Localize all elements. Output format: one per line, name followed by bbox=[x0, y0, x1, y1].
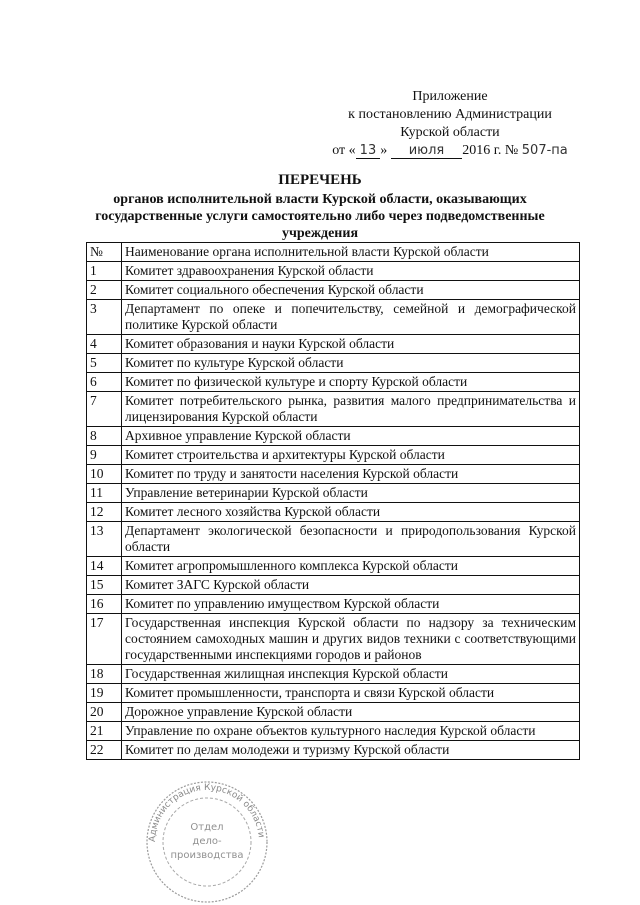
document-title bbox=[60, 172, 580, 242]
row-agency-name: Управление по охране объектов культурного наследия Курской области bbox=[122, 722, 580, 741]
row-agency-name: Архивное управление Курской области bbox=[122, 427, 580, 446]
table-body bbox=[87, 262, 580, 760]
row-agency-name: Комитет здравоохранения Курской области bbox=[122, 262, 580, 281]
table-row bbox=[87, 576, 580, 595]
row-agency-name: Комитет по делам молодежи и туризму Курской области bbox=[122, 741, 580, 760]
table-row bbox=[87, 703, 580, 722]
row-agency-name: Департамент экологической безопасности и природопользования Курской области bbox=[122, 522, 580, 557]
row-agency-name: Комитет потребительского рынка, развития малого предпринимательства и лицензирования Курской области bbox=[122, 392, 580, 427]
row-agency-name: Комитет промышленности, транспорта и связи Курской области bbox=[122, 684, 580, 703]
table-row bbox=[87, 614, 580, 665]
appendix-title: Приложение bbox=[412, 89, 488, 104]
table-header-row bbox=[87, 243, 580, 262]
row-agency-name: Управление ветеринарии Курской области bbox=[122, 484, 580, 503]
row-number: 12 bbox=[87, 503, 122, 522]
table-row bbox=[87, 427, 580, 446]
table-row bbox=[87, 503, 580, 522]
table-row bbox=[87, 722, 580, 741]
table-row bbox=[87, 741, 580, 760]
row-agency-name: Комитет по физической культуре и спорту Курской области bbox=[122, 373, 580, 392]
table-row bbox=[87, 446, 580, 465]
row-number: 5 bbox=[87, 354, 122, 373]
stamp-ring-text: Администрация Курской области bbox=[147, 782, 266, 843]
header-name: Наименование органа исполнительной власти Курской области bbox=[122, 243, 580, 262]
table-row bbox=[87, 522, 580, 557]
row-number: 15 bbox=[87, 576, 122, 595]
row-number: 20 bbox=[87, 703, 122, 722]
agencies-table bbox=[86, 242, 580, 760]
row-agency-name: Комитет агропромышленного комплекса Курской области bbox=[122, 557, 580, 576]
table-row bbox=[87, 392, 580, 427]
table-row bbox=[87, 465, 580, 484]
row-number: 6 bbox=[87, 373, 122, 392]
appendix-ref: к постановлению Администрации bbox=[348, 107, 552, 122]
row-agency-name: Комитет социального обеспечения Курской области bbox=[122, 281, 580, 300]
row-number: 10 bbox=[87, 465, 122, 484]
row-number: 14 bbox=[87, 557, 122, 576]
row-number: 11 bbox=[87, 484, 122, 503]
row-number: 18 bbox=[87, 665, 122, 684]
title-sub: органов исполнительной власти Курской области, оказывающих государственные услуги самостоятельно либо через подведомственные учреждения bbox=[95, 192, 545, 241]
row-agency-name: Комитет строительства и архитектуры Курской области bbox=[122, 446, 580, 465]
table-row bbox=[87, 354, 580, 373]
row-number: 21 bbox=[87, 722, 122, 741]
row-agency-name: Государственная инспекция Курской области по надзору за техническим состоянием самоходных машин и других видов техники с соответствующими государственными инспекциями городов и районов bbox=[122, 614, 580, 665]
table-row bbox=[87, 262, 580, 281]
table-row bbox=[87, 373, 580, 392]
table-row bbox=[87, 684, 580, 703]
row-number: 7 bbox=[87, 392, 122, 427]
header-number: № bbox=[87, 243, 122, 262]
row-agency-name: Государственная жилищная инспекция Курской области bbox=[122, 665, 580, 684]
row-agency-name: Комитет лесного хозяйства Курской области bbox=[122, 503, 580, 522]
row-agency-name: Комитет ЗАГС Курской области bbox=[122, 576, 580, 595]
date-quote-close: » bbox=[380, 143, 388, 158]
table-row bbox=[87, 595, 580, 614]
stamp-center-line: производства bbox=[170, 850, 244, 861]
row-number: 9 bbox=[87, 446, 122, 465]
title-main: ПЕРЕЧЕНЬ bbox=[278, 172, 362, 188]
decree-number: 507-па bbox=[521, 143, 568, 158]
table-row bbox=[87, 281, 580, 300]
stamp-center-line: дело- bbox=[192, 836, 222, 847]
date-prefix: от « bbox=[332, 143, 356, 158]
row-number: 19 bbox=[87, 684, 122, 703]
row-agency-name: Комитет по труду и занятости населения Курской области bbox=[122, 465, 580, 484]
decree-date-line bbox=[320, 142, 580, 160]
table-row bbox=[87, 335, 580, 354]
row-number: 13 bbox=[87, 522, 122, 557]
row-number: 4 bbox=[87, 335, 122, 354]
row-number: 1 bbox=[87, 262, 122, 281]
row-number: 2 bbox=[87, 281, 122, 300]
row-agency-name: Департамент по опеке и попечительству, семейной и демографической политике Курской области bbox=[122, 300, 580, 335]
decree-year: 2016 г. № bbox=[462, 143, 519, 158]
row-number: 16 bbox=[87, 595, 122, 614]
row-number: 8 bbox=[87, 427, 122, 446]
decree-day: 13 bbox=[356, 143, 381, 159]
appendix-header bbox=[320, 88, 580, 160]
table-row bbox=[87, 665, 580, 684]
row-agency-name: Комитет по управлению имуществом Курской области bbox=[122, 595, 580, 614]
decree-month: июля bbox=[391, 143, 463, 159]
stamp-center-line: Отдел bbox=[190, 822, 224, 833]
row-agency-name: Комитет по культуре Курской области bbox=[122, 354, 580, 373]
office-stamp bbox=[140, 780, 275, 905]
row-agency-name: Комитет образования и науки Курской области bbox=[122, 335, 580, 354]
table-row bbox=[87, 484, 580, 503]
row-number: 22 bbox=[87, 741, 122, 760]
row-number: 3 bbox=[87, 300, 122, 335]
row-agency-name: Дорожное управление Курской области bbox=[122, 703, 580, 722]
table-row bbox=[87, 300, 580, 335]
appendix-region: Курской области bbox=[400, 125, 500, 140]
table-row bbox=[87, 557, 580, 576]
row-number: 17 bbox=[87, 614, 122, 665]
